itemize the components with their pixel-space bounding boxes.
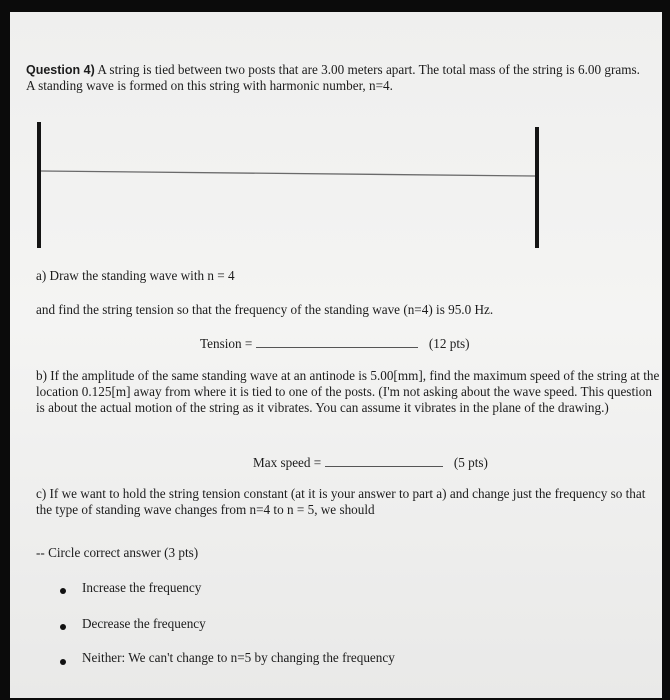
string-line bbox=[41, 171, 535, 176]
part-b-points: (5 pts) bbox=[453, 455, 488, 470]
tension-answer-blank[interactable] bbox=[256, 346, 418, 348]
bullet-icon bbox=[60, 588, 66, 594]
tension-label: Tension = bbox=[200, 336, 253, 351]
bullet-icon bbox=[60, 624, 66, 630]
option-increase-frequency[interactable]: Increase the frequency bbox=[82, 580, 202, 595]
left-post bbox=[37, 122, 41, 248]
part-a-task: and find the string tension so that the frequency of the standing wave (n=4) is 95.0 Hz. bbox=[36, 302, 494, 317]
bullet-icon bbox=[60, 659, 66, 665]
max-speed-answer-blank[interactable] bbox=[325, 465, 443, 467]
question-intro bbox=[26, 62, 641, 94]
max-speed-label: Max speed = bbox=[253, 455, 322, 470]
max-speed-answer-row bbox=[253, 455, 488, 471]
part-c-text: c) If we want to hold the string tension constant (at it is your answer to part a) and change just the frequency so that the type of standing wave changes from n=4 to n = 5, we should bbox=[36, 486, 646, 517]
option-decrease-frequency[interactable]: Decrease the frequency bbox=[82, 616, 206, 631]
part-b-text: b) If the amplitude of the same standing wave at an antinode is 5.00[mm], find the maximum speed of the string at the location 0.125[m] away from where it is tied to one of the posts. (I'm not asking about the wave speed. This question is about the actual motion of the string as it vibrates. You can assume it vibrates in the plane of the drawing.) bbox=[36, 368, 660, 415]
part-c-instruction: -- Circle correct answer (3 pts) bbox=[36, 545, 199, 560]
part-a-instruction: a) Draw the standing wave with n = 4 bbox=[36, 268, 235, 283]
option-neither[interactable]: Neither: We can't change to n=5 by changing the frequency bbox=[82, 650, 395, 665]
right-post bbox=[535, 127, 539, 248]
part-a-points: (12 pts) bbox=[428, 336, 470, 351]
tension-answer-row bbox=[200, 336, 470, 352]
question-label: Question 4) bbox=[26, 63, 95, 77]
question-text: A string is tied between two posts that are 3.00 meters apart. The total mass of the string is 6.00 grams. A standing wave is formed on this string with harmonic number, n=4. bbox=[26, 62, 640, 93]
